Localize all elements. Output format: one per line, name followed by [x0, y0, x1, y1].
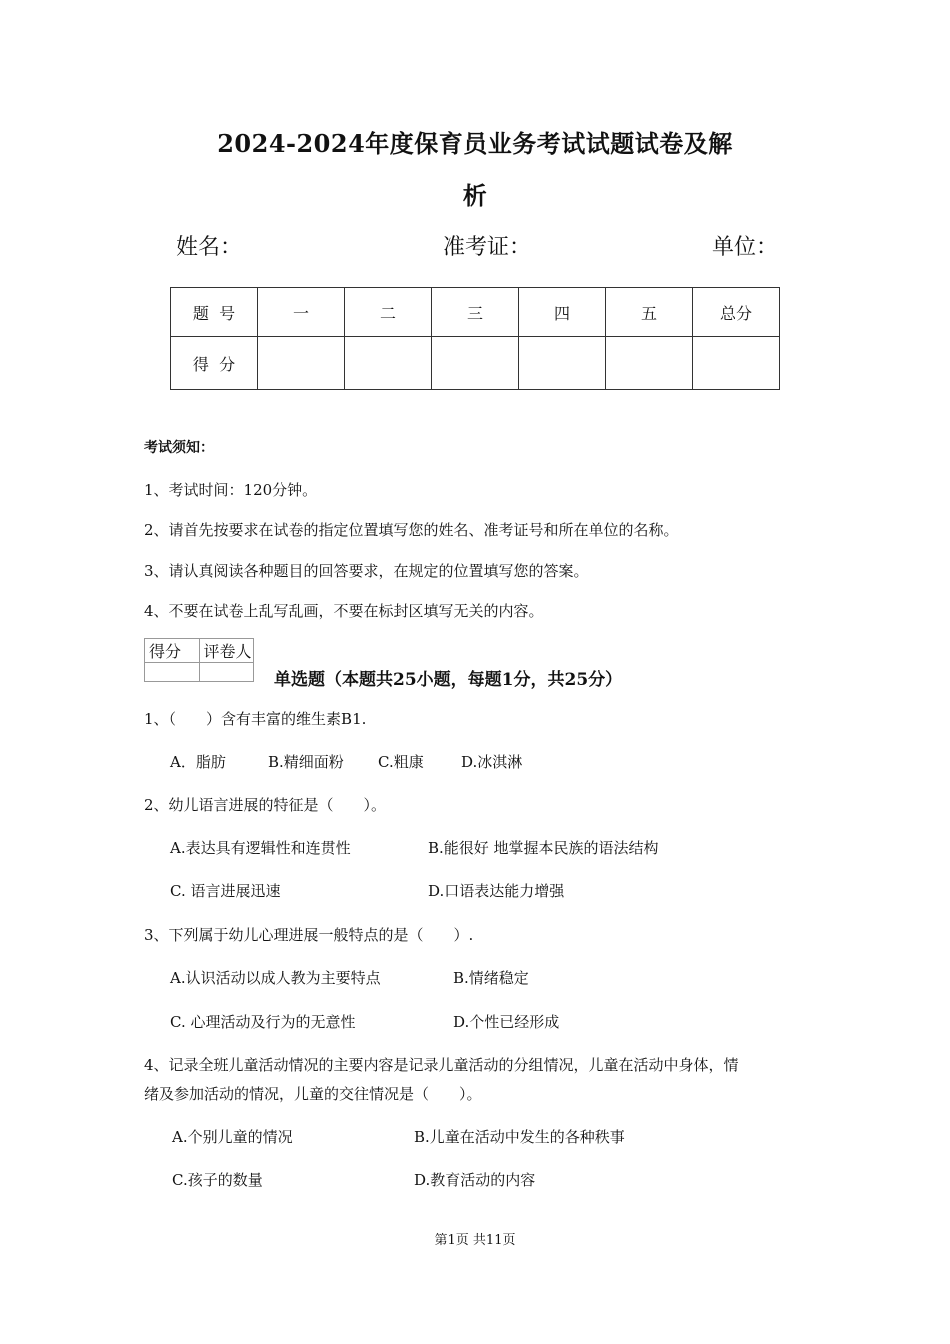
question-stem: 2、幼儿语言进展的特征是（ ）。 — [144, 796, 387, 814]
option-d[interactable]: D.口语表达能力增强 — [428, 882, 565, 900]
option-b[interactable]: B.儿童在活动中发生的各种秩事 — [414, 1128, 625, 1146]
grader-score-cell[interactable] — [145, 663, 200, 682]
option-d[interactable]: D.教育活动的内容 — [414, 1171, 536, 1189]
question-stem: 1、（ ）含有丰富的维生素B1. — [144, 710, 367, 728]
question-stem-line2: 绪及参加活动的情况，儿童的交往情况是（ ）。 — [144, 1085, 482, 1103]
question-stem: 3、下列属于幼儿心理进展一般特点的是（ ）. — [144, 926, 474, 944]
option-b[interactable]: B.情绪稳定 — [453, 969, 529, 987]
option-a[interactable]: A．脂肪 — [170, 753, 226, 771]
option-b[interactable]: B.精细面粉 — [268, 753, 344, 771]
unit-field-label: 单位： — [712, 235, 779, 260]
page-footer: 第1页 共11页 — [434, 1233, 516, 1248]
score-table-header-row — [171, 288, 780, 337]
score-cell[interactable] — [345, 337, 432, 390]
question-stem-line1: 4、记录全班儿童活动情况的主要内容是记录儿童活动的分组情况，儿童在活动中身体，情 — [144, 1056, 739, 1074]
score-header-cell: 五 — [606, 288, 693, 337]
score-table — [170, 287, 780, 390]
grader-score-label: 得分 — [145, 639, 200, 663]
option-c[interactable]: C. 语言进展迅速 — [170, 882, 281, 900]
option-c[interactable]: C.孩子的数量 — [172, 1171, 263, 1189]
notice-item: 2、请首先按要求在试卷的指定位置填写您的姓名、准考证号和所在单位的名称。 — [144, 521, 679, 539]
score-cell[interactable] — [693, 337, 780, 390]
option-c[interactable]: C. 心理活动及行为的无意性 — [170, 1013, 356, 1031]
option-d[interactable]: D.冰淇淋 — [461, 753, 523, 771]
doc-title-line1: 2024-2024年度保育员业务考试试题试卷及解 — [217, 129, 733, 158]
notice-heading: 考试须知： — [144, 440, 214, 456]
grader-box — [144, 638, 254, 682]
score-cell[interactable] — [258, 337, 345, 390]
exam-id-field-label: 准考证： — [443, 235, 532, 260]
score-cell[interactable] — [606, 337, 693, 390]
option-c[interactable]: C.粗康 — [378, 753, 424, 771]
score-header-cell: 四 — [519, 288, 606, 337]
notice-item: 1、考试时间：120分钟。 — [144, 481, 318, 499]
option-a[interactable]: A.认识活动以成人教为主要特点 — [170, 969, 381, 987]
option-d[interactable]: D.个性已经形成 — [453, 1013, 560, 1031]
notice-item: 3、请认真阅读各种题目的回答要求，在规定的位置填写您的答案。 — [144, 562, 589, 580]
section-title: 单选题（本题共25小题，每题1分，共25分） — [274, 670, 623, 690]
score-cell[interactable] — [432, 337, 519, 390]
score-row-label: 得 分 — [171, 337, 258, 390]
score-table-score-row — [171, 337, 780, 390]
score-header-cell: 二 — [345, 288, 432, 337]
grader-name-cell[interactable] — [199, 663, 254, 682]
option-b[interactable]: B.能很好 地掌握本民族的语法结构 — [428, 839, 659, 857]
doc-title-line2: 析 — [462, 181, 488, 210]
name-field-label: 姓名： — [176, 235, 243, 260]
score-header-cell: 三 — [432, 288, 519, 337]
option-a[interactable]: A.个别儿童的情况 — [172, 1128, 293, 1146]
score-header-cell: 一 — [258, 288, 345, 337]
grader-name-label: 评卷人 — [199, 639, 254, 663]
score-header-cell: 总分 — [693, 288, 780, 337]
notice-item: 4、不要在试卷上乱写乱画，不要在标封区填写无关的内容。 — [144, 602, 544, 620]
option-a[interactable]: A.表达具有逻辑性和连贯性 — [170, 839, 351, 857]
score-cell[interactable] — [519, 337, 606, 390]
score-header-cell: 题 号 — [171, 288, 258, 337]
